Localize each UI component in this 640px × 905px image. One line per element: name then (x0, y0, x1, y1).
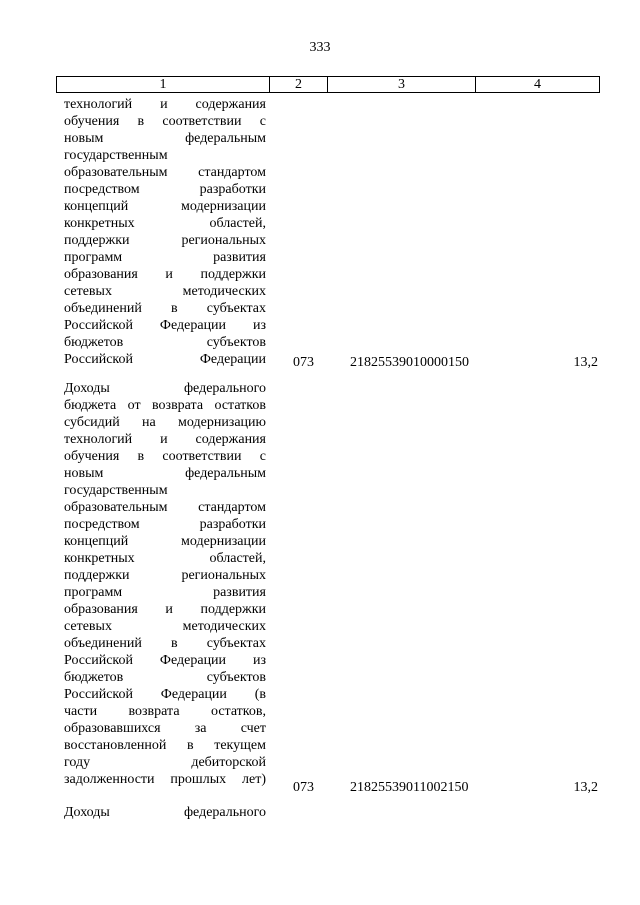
row-description: технологий и содержания обучения в соответствии с новым федеральным государственным образовательным стандартом посредством разработки концепций модернизации конкретных областей, поддержки региональных программ развития образования и поддержки сетевых методических объединений в субъектах Российской Федерации из бюджетов субъектов Российской Федерации (64, 97, 266, 367)
row-admin-code: 073 (293, 355, 314, 370)
header-col-2: 2 (270, 77, 328, 92)
table-header-row (56, 76, 600, 93)
header-col-4: 4 (534, 77, 541, 92)
row-amount: 13,2 (573, 355, 598, 370)
row-budget-code: 21825539010000150 (350, 355, 469, 370)
header-col-3: 3 (328, 77, 476, 92)
row-description: Доходы федерального (64, 805, 266, 820)
row-amount: 13,2 (573, 780, 598, 795)
row-budget-code: 21825539011002150 (350, 780, 469, 795)
header-col-1: 1 (57, 77, 270, 92)
page-number: 333 (309, 40, 331, 55)
row-description: Доходы федерального бюджета от возврата остатков субсидий на модернизацию технологий и содержания обучения в соответствии с новым федеральным государственным образовательным стандартом посредством разработки концепций модернизации конкретных областей, поддержки региональных программ развития образования и поддержки сетевых методических объединений в субъектах Российской Федерации из бюджетов субъектов Российской Федерации (в части возврата остатков, образовавшихся за счет восстановленной в текущем году дебиторской задолженности прошлых лет) (64, 381, 266, 787)
row-admin-code: 073 (293, 780, 314, 795)
